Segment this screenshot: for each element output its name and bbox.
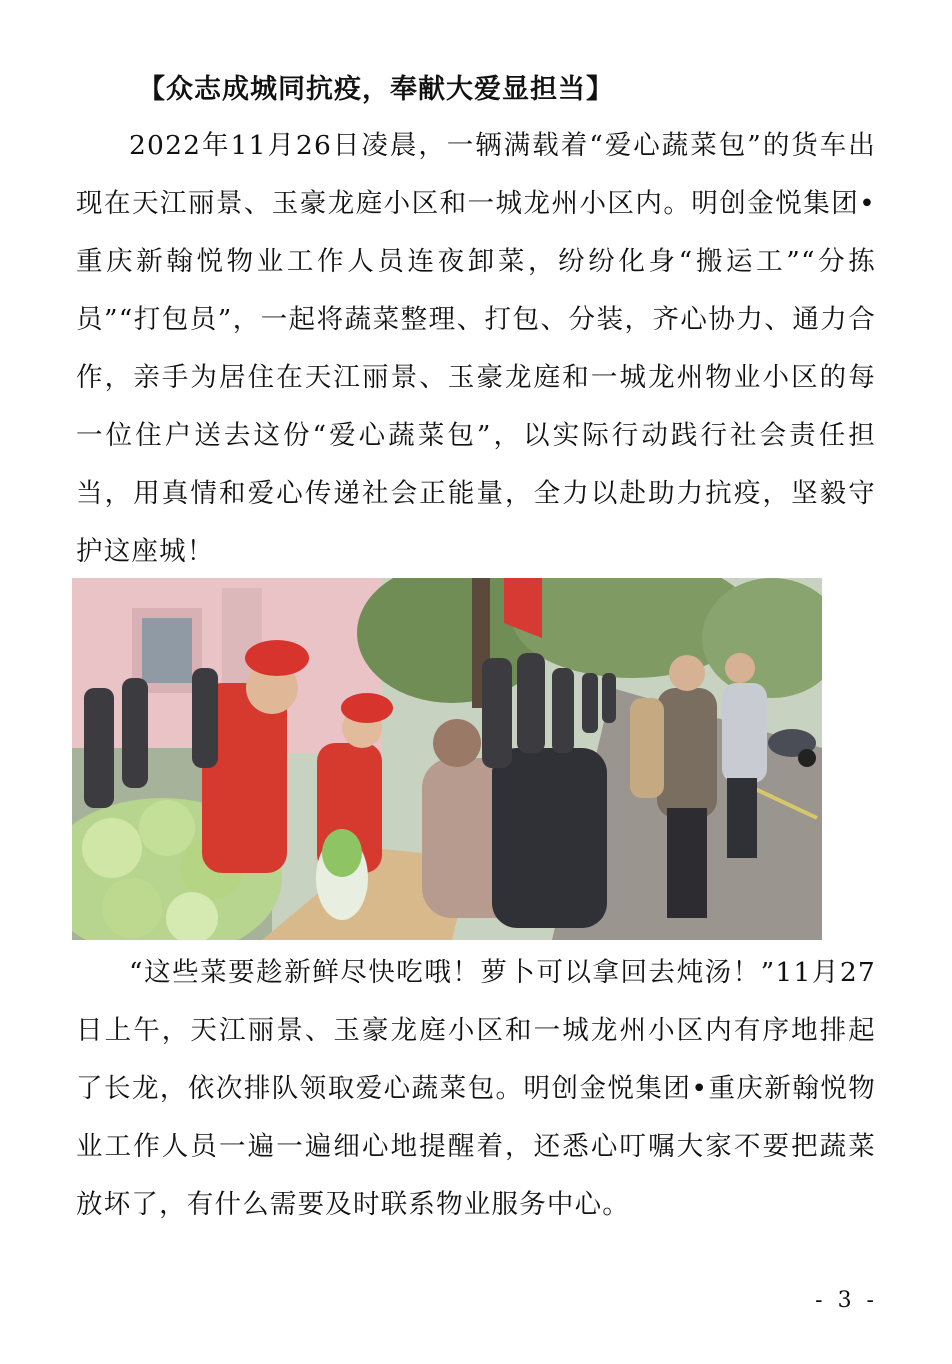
vegetable-distribution-photo: [72, 578, 822, 940]
page-number: - 3 -: [815, 1288, 878, 1313]
paragraph-2: “这些菜要趁新鲜尽快吃哦！萝卜可以拿回去炖汤！”11月27日上午，天江丽景、玉豪龙庭小区和一城龙州小区内有序地排起了长龙，依次排队领取爱心蔬菜包。明创金悦集团•重庆新翰悦物业工作人员一遍一遍细心地提醒着，还悉心叮嘱大家不要把蔬菜放坏了，有什么需要及时联系物业服务中心。: [76, 957, 876, 1220]
paragraph-1: 2022年11月26日凌晨，一辆满载着“爱心蔬菜包”的货车出现在天江丽景、玉豪龙庭小区和一城龙州小区内。明创金悦集团•重庆新翰悦物业工作人员连夜卸菜，纷纷化身“搬运工”“分拣员”“打包员”，一起将蔬菜整理、打包、分装，齐心协力、通力合作，亲手为居住在天江丽景、玉豪龙庭和一城龙州物业小区的每一位住户送去这份“爱心蔬菜包”，以实际行动践行社会责任担当，用真情和爱心传递社会正能量，全力以赴助力抗疫，坚毅守护这座城！: [76, 130, 876, 567]
section-heading: 【众志成城同抗疫，奉献大爱显担当】: [138, 74, 614, 105]
